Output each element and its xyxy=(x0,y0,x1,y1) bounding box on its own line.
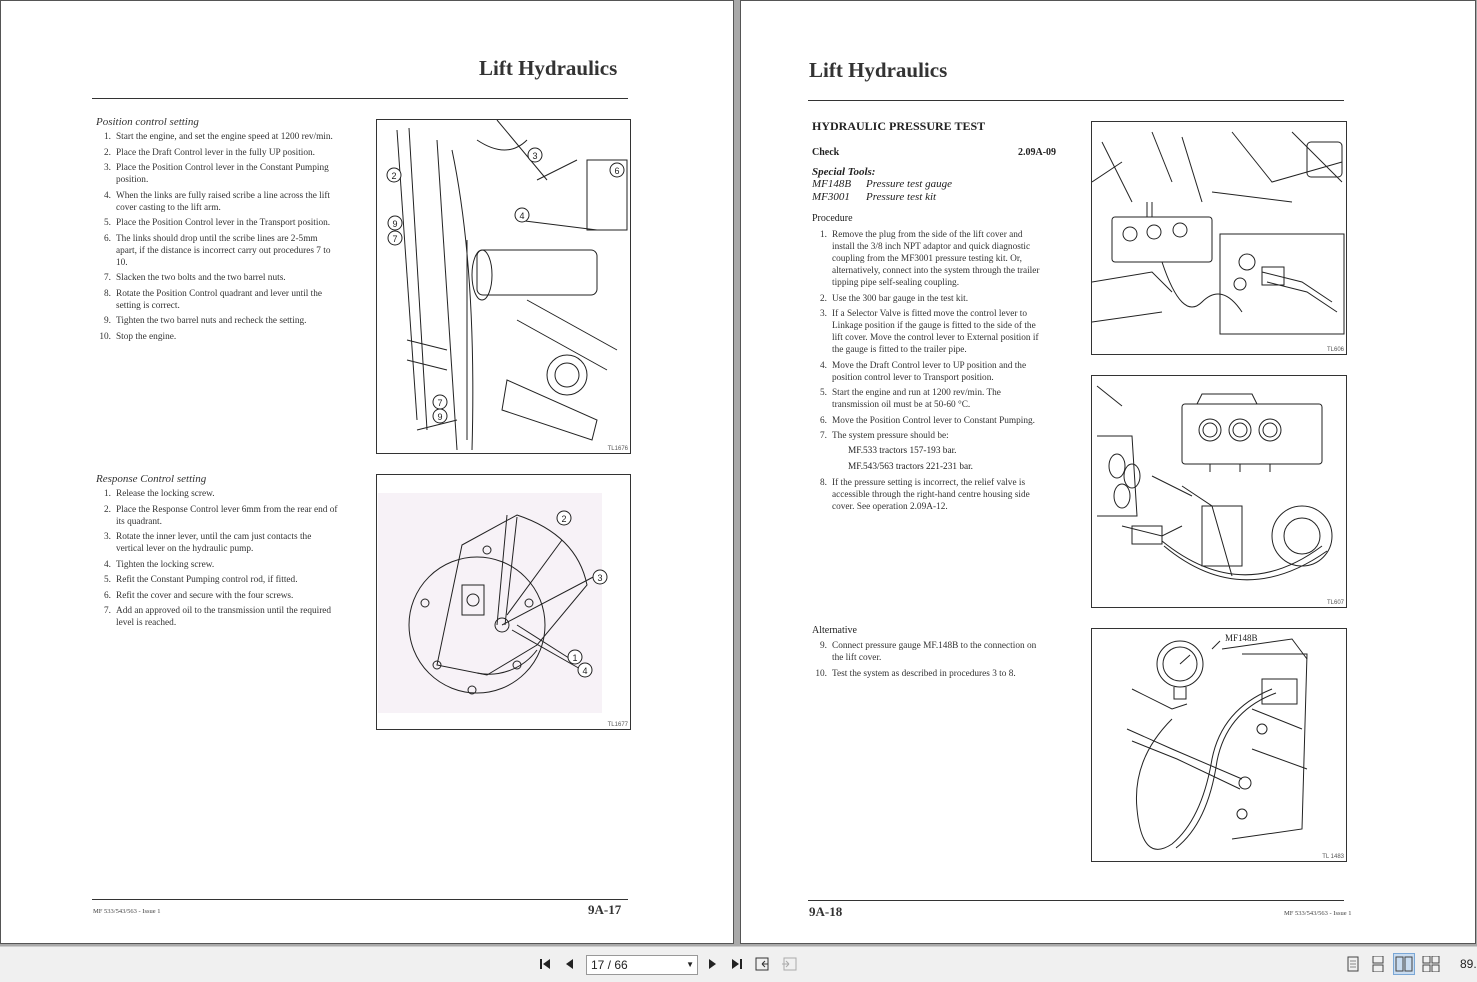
two-page-view-button[interactable] xyxy=(1393,953,1415,975)
next-view-button[interactable] xyxy=(778,953,800,975)
pressure-values xyxy=(812,445,1062,473)
list-item: 8. Rotate the Position Control quadrant and lever until the setting is correct. xyxy=(104,288,323,311)
list-item: 7. The system pressure should be: xyxy=(820,431,949,441)
first-page-button[interactable] xyxy=(534,953,556,975)
figure-response-control xyxy=(376,474,631,730)
previous-page-button[interactable] xyxy=(559,953,581,975)
special-tools-heading: Special Tools: xyxy=(812,166,876,178)
header-rule xyxy=(808,100,1344,101)
list-item: 4. Tighten the locking screw. xyxy=(104,559,215,570)
alternative-steps-list xyxy=(812,640,1044,680)
callout-number: 9 xyxy=(437,412,443,422)
procedure-steps-list xyxy=(812,229,1044,442)
callout-number: 7 xyxy=(392,234,398,244)
right-page-title: Lift Hydraulics xyxy=(809,58,948,82)
section-heading: Position control setting xyxy=(96,116,199,128)
pressure-value: MF.533 tractors 157-193 bar. xyxy=(848,445,957,456)
list-item: 6. Move the Position Control lever to Constant Pumping. xyxy=(820,415,1035,426)
position-steps-list xyxy=(96,131,338,343)
section-heading: Response Control setting xyxy=(96,473,207,485)
callout-number: 6 xyxy=(614,166,620,176)
footer-rule xyxy=(92,899,628,900)
two-page-icon xyxy=(1395,956,1413,972)
continuous-page-icon xyxy=(1371,956,1385,972)
list-item: 8. If the pressure setting is incorrect, the relief valve is accessible through the right-hand centre housing side cover. See operation 2.09A-12. xyxy=(820,477,1030,512)
figure-position-control xyxy=(376,119,631,454)
check-code: 2.09A-09 xyxy=(1018,147,1057,158)
list-item: 6. Refit the cover and secure with the four screws. xyxy=(104,590,294,601)
quadrant-drawing xyxy=(377,475,630,729)
pressure-test-section xyxy=(812,119,1062,516)
response-steps-list xyxy=(96,488,338,629)
next-page-button[interactable] xyxy=(701,953,723,975)
callout-number: 1 xyxy=(572,653,578,663)
callout-number: 4 xyxy=(519,211,525,221)
left-page-title: Lift Hydraulics xyxy=(479,56,618,80)
position-control-section xyxy=(96,116,338,346)
list-item: 5. Refit the Constant Pumping control rod, if fitted. xyxy=(104,575,298,585)
chevron-down-icon: ▼ xyxy=(686,960,694,969)
footer-rule xyxy=(808,900,1344,901)
viewer-toolbar xyxy=(0,946,1477,982)
list-item: 9. Connect pressure gauge MF.148B to the connection on the lift cover. xyxy=(820,641,1037,663)
zoom-level[interactable]: 89. xyxy=(1460,957,1477,971)
list-item: 5. Place the Position Control lever in the Transport position. xyxy=(104,218,331,228)
list-item: 1. Release the locking screw. xyxy=(104,489,215,499)
figure-callout: MF148B xyxy=(1225,633,1258,643)
figure-label: TL1677 xyxy=(607,722,628,728)
figure-label: TL 1483 xyxy=(1322,854,1344,860)
procedure-heading: Procedure xyxy=(812,213,853,224)
list-item: 2. Use the 300 bar gauge in the test kit. xyxy=(820,293,969,304)
callout-number: 7 xyxy=(437,398,443,408)
figure-label: TL1676 xyxy=(607,446,628,452)
check-label: Check xyxy=(812,147,840,158)
callout-number: 4 xyxy=(582,666,588,676)
next-page-icon xyxy=(704,956,720,972)
figure-gauge-fitting xyxy=(1091,121,1347,355)
list-item: 7. Slacken the two bolts and the two barrel nuts. xyxy=(104,273,286,283)
alternative-section xyxy=(812,625,1062,683)
alternative-heading: Alternative xyxy=(812,625,857,636)
next-view-icon xyxy=(780,955,798,973)
callout-number: 3 xyxy=(532,151,538,161)
procedure-step-8 xyxy=(812,477,1044,513)
list-item: 4. Move the Draft Control lever to UP position and the position control lever to Transport position. xyxy=(820,360,1027,383)
callout-number: 2 xyxy=(391,171,397,181)
two-page-continuous-icon xyxy=(1422,956,1440,972)
list-item: 9. Tighten the two barrel nuts and recheck the setting. xyxy=(104,316,307,326)
right-page xyxy=(740,0,1476,944)
figure-test-kit xyxy=(1091,375,1347,608)
figure-label: TL606 xyxy=(1326,347,1344,353)
pressure-value: MF.543/563 tractors 221-231 bar. xyxy=(848,461,974,472)
header-rule xyxy=(92,98,628,99)
list-item: 2. Place the Draft Control lever in the fully UP position. xyxy=(104,147,315,158)
list-item: 10. Stop the engine. xyxy=(99,331,177,342)
footer-model: MF 533/543/563 - Issue 1 xyxy=(1284,910,1352,917)
single-page-view-button[interactable] xyxy=(1342,953,1364,975)
tool-row: MF148B Pressure test gauge xyxy=(812,178,952,190)
callout-number: 2 xyxy=(561,514,567,524)
list-item: 5. Start the engine and run at 1200 rev/min. The transmission oil must be at 50-60 °C. xyxy=(820,388,1001,410)
gauge-fitting-drawing xyxy=(1092,122,1346,354)
previous-view-button[interactable] xyxy=(752,953,774,975)
page-number: 9A-18 xyxy=(809,904,843,919)
list-item: 1. Start the engine, and set the engine speed at 1200 rev/min. xyxy=(104,132,333,142)
test-kit-drawing xyxy=(1092,376,1346,607)
list-item: 3. Rotate the inner lever, until the cam just contacts the vertical lever on the hydraulic pump. xyxy=(104,532,312,554)
two-page-continuous-button[interactable] xyxy=(1420,953,1442,975)
list-item: 3. If a Selector Valve is fitted move the control lever to Linkage position if the gauge is fitted to the side of the lift cover. Move the control lever to External position if the gauge is fitted to the trailer pipe. xyxy=(820,309,1039,355)
left-page xyxy=(0,0,734,944)
section-title: HYDRAULIC PRESSURE TEST xyxy=(812,119,986,133)
callout-number: 3 xyxy=(597,573,603,583)
previous-page-icon xyxy=(562,956,578,972)
page-number-select[interactable] xyxy=(586,955,698,975)
first-page-icon xyxy=(537,956,553,972)
response-control-section xyxy=(96,473,338,633)
list-item: 4. When the links are fully raised scribe a line across the lift cover casting to the lift arm. xyxy=(104,190,331,213)
footer-model: MF 533/543/563 - Issue 1 xyxy=(93,908,161,915)
list-item: 3. Place the Position Control lever in the Constant Pumping position. xyxy=(104,163,329,185)
last-page-button[interactable] xyxy=(726,953,748,975)
gauge-drawing xyxy=(1092,629,1346,861)
figure-mf148b-gauge xyxy=(1091,628,1347,862)
list-item: 1. Remove the plug from the side of the lift cover and install the 3/8 inch NPT adaptor and quick diagnostic coupling from the MF3001 pressure testing kit. Or, alternatively, connect into the system through the trailer tipping pipe self-sealing coupling. xyxy=(820,230,1040,288)
page-number-value: 17 / 66 xyxy=(591,958,628,972)
page-number: 9A-17 xyxy=(588,902,622,917)
tool-row: MF3001 Pressure test kit xyxy=(812,191,937,203)
single-page-icon xyxy=(1346,956,1360,972)
figure-label: TL607 xyxy=(1326,600,1344,606)
tools-list xyxy=(812,178,1062,204)
callout-number: 9 xyxy=(392,219,398,229)
continuous-view-button[interactable] xyxy=(1367,953,1389,975)
list-item: 6. The links should drop until the scribe lines are 2-5mm apart, if the distance is incorrect carry out procedures 7 to 10. xyxy=(104,233,331,268)
list-item: 2. Place the Response Control lever 6mm from the rear end of its quadrant. xyxy=(104,504,338,527)
list-item: 10. Test the system as described in procedures 3 to 8. xyxy=(815,668,1016,679)
previous-view-icon xyxy=(754,955,772,973)
linkage-drawing xyxy=(377,120,630,453)
list-item: 7. Add an approved oil to the transmission until the required level is reached. xyxy=(104,606,332,628)
last-page-icon xyxy=(729,956,745,972)
